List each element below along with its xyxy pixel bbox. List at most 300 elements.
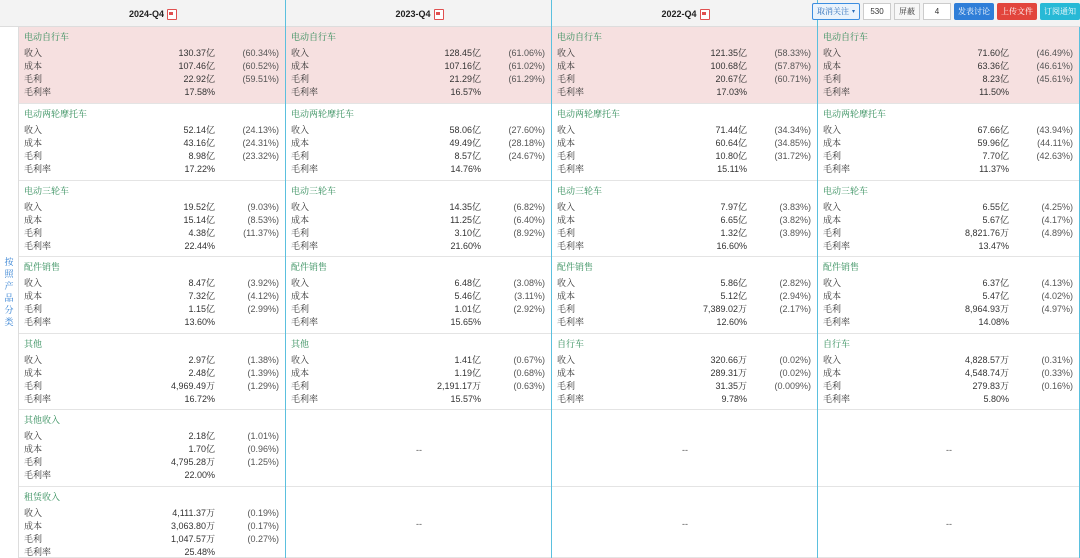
metric-row bbox=[291, 201, 547, 214]
metric-label: 毛利 bbox=[557, 74, 576, 84]
metric-row bbox=[557, 240, 813, 253]
metric-row bbox=[24, 163, 281, 176]
metric-label: 毛利率 bbox=[823, 87, 851, 97]
block-label[interactable]: 屏蔽 bbox=[894, 3, 920, 20]
metric-value: 5.47亿 bbox=[982, 291, 1009, 301]
metric-value: 14.76% bbox=[450, 164, 481, 174]
metric-share: (1.39%) bbox=[247, 368, 279, 378]
metric-value: 16.57% bbox=[450, 87, 481, 97]
metric-value: 8,964.93万 bbox=[964, 304, 1009, 314]
metric-value: 8.57亿 bbox=[454, 151, 481, 161]
metric-share: (0.009%) bbox=[774, 381, 811, 391]
segment-title[interactable]: 配件销售 bbox=[823, 262, 860, 272]
metric-share: (0.68%) bbox=[513, 368, 545, 378]
metric-label: 毛利 bbox=[291, 228, 310, 238]
metric-share: (4.25%) bbox=[1041, 202, 1073, 212]
metric-value: 5.80% bbox=[983, 394, 1009, 404]
metric-share: (0.02%) bbox=[779, 368, 811, 378]
pdf-icon[interactable] bbox=[167, 9, 175, 18]
metric-row bbox=[291, 277, 547, 290]
metric-value: 1.70亿 bbox=[188, 444, 215, 454]
metric-label: 收入 bbox=[24, 508, 43, 518]
metric-label: 收入 bbox=[24, 278, 43, 288]
metric-label: 成本 bbox=[823, 61, 842, 71]
metric-label: 毛利 bbox=[24, 228, 43, 238]
metric-value: 10.80亿 bbox=[715, 151, 747, 161]
metric-label: 收入 bbox=[291, 202, 310, 212]
metric-label: 毛利 bbox=[823, 228, 842, 238]
metric-value: 14.08% bbox=[978, 317, 1009, 327]
metric-share: (9.03%) bbox=[247, 202, 279, 212]
segment-cell bbox=[286, 181, 551, 257]
metric-row bbox=[557, 277, 813, 290]
metric-value: 1.01亿 bbox=[454, 304, 481, 314]
metric-row bbox=[823, 240, 1075, 253]
segment-title[interactable]: 电动三轮车 bbox=[291, 186, 337, 196]
metric-label: 毛利 bbox=[823, 74, 842, 84]
segment-title[interactable]: 配件销售 bbox=[24, 262, 61, 272]
metric-row bbox=[24, 150, 281, 163]
metric-row bbox=[291, 163, 547, 176]
empty-placeholder: -- bbox=[416, 519, 422, 529]
metric-row bbox=[291, 316, 547, 329]
metric-value: 4,548.74万 bbox=[964, 368, 1009, 378]
metric-row bbox=[823, 60, 1075, 73]
segment-title[interactable]: 自行车 bbox=[557, 339, 585, 349]
metric-value: 11.25亿 bbox=[450, 215, 481, 225]
metric-value: 13.60% bbox=[184, 317, 215, 327]
metric-row bbox=[24, 277, 281, 290]
period-label: 2024-Q4 bbox=[128, 8, 165, 19]
metric-label: 毛利 bbox=[823, 151, 842, 161]
metric-row bbox=[24, 393, 281, 406]
segment-cell bbox=[19, 104, 285, 181]
metric-row bbox=[823, 124, 1075, 137]
metric-share: (60.71%) bbox=[774, 74, 811, 84]
metric-value: 8,821.76万 bbox=[964, 228, 1009, 238]
metric-value: 16.72% bbox=[184, 394, 215, 404]
metric-value: 2.97亿 bbox=[188, 355, 215, 365]
metric-label: 毛利 bbox=[24, 457, 43, 467]
metric-share: (11.37%) bbox=[243, 228, 279, 238]
segment-title[interactable]: 自行车 bbox=[823, 339, 851, 349]
metric-share: (24.67%) bbox=[508, 151, 545, 161]
metric-value: 21.29亿 bbox=[449, 74, 481, 84]
metric-value: 3,063.80万 bbox=[170, 521, 215, 531]
segment-title[interactable]: 其他 bbox=[291, 339, 310, 349]
empty-cell bbox=[818, 487, 1079, 558]
metric-label: 收入 bbox=[291, 278, 310, 288]
metric-share: (45.61%) bbox=[1036, 74, 1073, 84]
metric-row bbox=[291, 137, 547, 150]
metric-share: (0.33%) bbox=[1041, 368, 1073, 378]
metric-label: 毛利 bbox=[24, 534, 43, 544]
metric-share: (2.99%) bbox=[247, 304, 279, 314]
metric-label: 毛利 bbox=[557, 381, 576, 391]
period-header-2023-q4 bbox=[286, 0, 552, 27]
metric-value: 2,191.17万 bbox=[436, 381, 481, 391]
cancel-follow-dropdown[interactable] bbox=[812, 3, 860, 20]
metric-row bbox=[24, 303, 281, 316]
segment-title[interactable]: 电动三轮车 bbox=[557, 186, 603, 196]
metric-value: 5.12亿 bbox=[720, 291, 747, 301]
metric-label: 毛利率 bbox=[823, 394, 851, 404]
metric-row bbox=[557, 290, 813, 303]
metric-row bbox=[291, 73, 547, 86]
metric-value: 21.60% bbox=[450, 241, 481, 251]
metric-value: 16.60% bbox=[716, 241, 747, 251]
metric-row bbox=[291, 367, 547, 380]
segment-title[interactable]: 租赁收入 bbox=[24, 492, 61, 502]
metric-share: (43.94%) bbox=[1036, 125, 1073, 135]
pdf-icon[interactable] bbox=[700, 9, 708, 18]
segment-title[interactable]: 电动三轮车 bbox=[24, 186, 70, 196]
metric-share: (57.87%) bbox=[774, 61, 811, 71]
metric-share: (0.17%) bbox=[247, 521, 279, 531]
metric-row bbox=[557, 227, 813, 240]
metric-share: (0.96%) bbox=[247, 444, 279, 454]
metric-value: 279.83万 bbox=[972, 381, 1009, 391]
metric-row bbox=[291, 60, 547, 73]
metric-share: (58.33%) bbox=[774, 48, 811, 58]
metric-label: 毛利率 bbox=[291, 164, 319, 174]
metric-label: 收入 bbox=[24, 355, 43, 365]
metric-row bbox=[24, 47, 281, 60]
metric-label: 成本 bbox=[557, 215, 576, 225]
metric-share: (2.92%) bbox=[513, 304, 545, 314]
metric-row bbox=[24, 430, 281, 443]
metric-label: 成本 bbox=[291, 61, 310, 71]
metric-label: 成本 bbox=[823, 291, 842, 301]
metric-row bbox=[291, 150, 547, 163]
segment-cell bbox=[19, 257, 285, 334]
metric-row bbox=[823, 380, 1075, 393]
metric-row bbox=[24, 86, 281, 99]
segment-cell bbox=[19, 487, 285, 558]
metric-value: 107.16亿 bbox=[444, 61, 481, 71]
metric-row bbox=[291, 380, 547, 393]
segment-cell bbox=[818, 27, 1079, 104]
segment-cell bbox=[552, 27, 817, 104]
metric-value: 6.65亿 bbox=[720, 215, 747, 225]
metric-value: 22.92亿 bbox=[183, 74, 215, 84]
metric-share: (2.82%) bbox=[779, 278, 811, 288]
metric-row bbox=[291, 354, 547, 367]
cancel-follow-label: 取消关注 bbox=[816, 7, 849, 16]
metric-label: 收入 bbox=[823, 125, 842, 135]
metric-share: (2.17%) bbox=[779, 304, 811, 314]
metric-label: 成本 bbox=[24, 61, 43, 71]
metric-share: (3.83%) bbox=[779, 202, 811, 212]
metric-share: (28.18%) bbox=[508, 138, 545, 148]
segment-title[interactable]: 电动两轮摩托车 bbox=[823, 109, 887, 119]
metric-row bbox=[557, 163, 813, 176]
metric-value: 6.55亿 bbox=[982, 202, 1009, 212]
metric-row bbox=[823, 303, 1075, 316]
metric-row bbox=[24, 214, 281, 227]
side-category-text: 按照产品分类 bbox=[3, 256, 14, 329]
metric-label: 成本 bbox=[24, 291, 43, 301]
metric-label: 成本 bbox=[291, 368, 310, 378]
metric-value: 5.46亿 bbox=[454, 291, 481, 301]
metric-value: 320.66万 bbox=[710, 355, 747, 365]
metric-row bbox=[24, 290, 281, 303]
metric-share: (6.82%) bbox=[513, 202, 545, 212]
metric-value: 9.78% bbox=[721, 394, 747, 404]
subscribe-notification-button[interactable]: 订阅通知 bbox=[1040, 3, 1080, 20]
metric-label: 收入 bbox=[24, 431, 43, 441]
metric-label: 成本 bbox=[24, 368, 43, 378]
caret-down-icon: ▾ bbox=[851, 9, 855, 15]
metric-value: 12.60% bbox=[716, 317, 747, 327]
metric-row bbox=[557, 214, 813, 227]
period-header-row bbox=[0, 0, 1080, 27]
period-header-2022-q4 bbox=[552, 0, 818, 27]
metric-row bbox=[823, 163, 1075, 176]
metric-value: 5.67亿 bbox=[982, 215, 1009, 225]
metric-share: (59.51%) bbox=[242, 74, 279, 84]
metric-label: 毛利率 bbox=[291, 241, 319, 251]
segment-title[interactable]: 电动两轮摩托车 bbox=[557, 109, 621, 119]
metric-label: 毛利率 bbox=[557, 241, 585, 251]
metric-row bbox=[557, 316, 813, 329]
metric-row bbox=[24, 73, 281, 86]
period-label: 2022-Q4 bbox=[661, 8, 697, 19]
segment-title[interactable]: 电动自行车 bbox=[823, 32, 869, 42]
metric-row bbox=[24, 316, 281, 329]
segment-cell bbox=[19, 410, 285, 487]
metric-share: (6.40%) bbox=[513, 215, 545, 225]
metric-value: 1,047.57万 bbox=[170, 534, 215, 544]
metric-value: 15.57% bbox=[450, 394, 481, 404]
metric-label: 毛利率 bbox=[291, 394, 319, 404]
empty-placeholder: -- bbox=[682, 519, 688, 529]
empty-cell bbox=[286, 410, 551, 487]
metric-value: 43.16亿 bbox=[183, 138, 215, 148]
metric-row bbox=[24, 354, 281, 367]
metric-share: (42.63%) bbox=[1036, 151, 1073, 161]
metric-row bbox=[823, 201, 1075, 214]
metric-value: 11.37% bbox=[979, 164, 1009, 174]
metric-share: (46.61%) bbox=[1036, 61, 1073, 71]
segment-title[interactable]: 其他收入 bbox=[24, 415, 61, 425]
metric-label: 毛利 bbox=[291, 151, 310, 161]
metric-row bbox=[557, 150, 813, 163]
metric-row bbox=[557, 393, 813, 406]
metric-label: 毛利率 bbox=[557, 317, 585, 327]
metric-value: 58.06亿 bbox=[449, 125, 481, 135]
metric-value: 67.66亿 bbox=[977, 125, 1009, 135]
metric-value: 128.45亿 bbox=[444, 48, 481, 58]
metric-row bbox=[291, 86, 547, 99]
metric-label: 收入 bbox=[557, 48, 576, 58]
metric-value: 17.03% bbox=[716, 87, 747, 97]
metric-value: 3.10亿 bbox=[454, 228, 481, 238]
metric-value: 71.60亿 bbox=[977, 48, 1009, 58]
metric-share: (24.31%) bbox=[242, 138, 279, 148]
metric-row bbox=[24, 227, 281, 240]
segment-cell bbox=[818, 181, 1079, 257]
metric-label: 收入 bbox=[291, 48, 310, 58]
metric-row bbox=[24, 380, 281, 393]
metric-label: 毛利率 bbox=[24, 394, 52, 404]
segment-title[interactable]: 电动两轮摩托车 bbox=[24, 109, 88, 119]
metric-label: 收入 bbox=[557, 202, 576, 212]
metric-label: 成本 bbox=[24, 138, 43, 148]
metric-value: 20.67亿 bbox=[715, 74, 747, 84]
metric-row bbox=[24, 240, 281, 253]
metric-row bbox=[557, 47, 813, 60]
metric-label: 毛利 bbox=[24, 381, 43, 391]
metric-row bbox=[557, 303, 813, 316]
metric-row bbox=[24, 507, 281, 520]
segment-cell bbox=[552, 257, 817, 334]
metric-row bbox=[291, 290, 547, 303]
segment-cell bbox=[552, 334, 817, 410]
metric-value: 14.35亿 bbox=[449, 202, 481, 212]
metric-value: 60.64亿 bbox=[715, 138, 747, 148]
metric-label: 成本 bbox=[557, 61, 576, 71]
empty-cell bbox=[818, 410, 1079, 487]
metric-row bbox=[291, 214, 547, 227]
metric-value: 17.22% bbox=[184, 164, 215, 174]
metric-value: 49.49亿 bbox=[449, 138, 481, 148]
metric-label: 毛利 bbox=[291, 74, 310, 84]
segment-title[interactable]: 电动自行车 bbox=[291, 32, 337, 42]
metric-row bbox=[557, 137, 813, 150]
segment-title[interactable]: 电动自行车 bbox=[557, 32, 603, 42]
metric-value: 8.47亿 bbox=[188, 278, 215, 288]
metric-label: 毛利率 bbox=[823, 241, 851, 251]
metric-row bbox=[24, 469, 281, 482]
metric-label: 毛利 bbox=[24, 74, 43, 84]
metric-value: 7.70亿 bbox=[982, 151, 1009, 161]
metric-label: 毛利 bbox=[24, 151, 43, 161]
metric-value: 8.23亿 bbox=[982, 74, 1009, 84]
metric-share: (23.32%) bbox=[242, 151, 279, 161]
metric-value: 289.31万 bbox=[710, 368, 747, 378]
action-toolbar bbox=[812, 2, 1080, 21]
metric-share: (4.89%) bbox=[1041, 228, 1073, 238]
metric-label: 成本 bbox=[291, 215, 310, 225]
metric-label: 收入 bbox=[823, 48, 842, 58]
upload-file-button[interactable]: 上传文件 bbox=[997, 3, 1037, 20]
metric-value: 22.44% bbox=[184, 241, 215, 251]
segment-cell bbox=[286, 27, 551, 104]
block-count: 4 bbox=[923, 3, 951, 20]
metric-label: 成本 bbox=[823, 368, 842, 378]
metric-label: 收入 bbox=[24, 202, 43, 212]
empty-cell bbox=[552, 487, 817, 558]
metric-value: 130.37亿 bbox=[178, 48, 215, 58]
metric-label: 成本 bbox=[557, 291, 576, 301]
metric-value: 2.18亿 bbox=[188, 431, 215, 441]
period-column-2024-q4 bbox=[19, 27, 286, 558]
metric-share: (31.72%) bbox=[774, 151, 811, 161]
segment-title[interactable]: 配件销售 bbox=[557, 262, 594, 272]
metric-label: 收入 bbox=[557, 125, 576, 135]
segment-title[interactable]: 电动三轮车 bbox=[823, 186, 869, 196]
segment-cell bbox=[286, 104, 551, 181]
metric-label: 毛利 bbox=[823, 381, 842, 391]
metric-share: (0.02%) bbox=[779, 355, 811, 365]
metric-label: 毛利率 bbox=[557, 394, 585, 404]
metric-value: 17.58% bbox=[184, 87, 215, 97]
metric-share: (4.02%) bbox=[1041, 291, 1073, 301]
metric-row bbox=[24, 456, 281, 469]
empty-placeholder: -- bbox=[946, 519, 952, 529]
metric-label: 毛利率 bbox=[291, 317, 319, 327]
metric-row bbox=[823, 290, 1075, 303]
metric-value: 4,795.28万 bbox=[170, 457, 215, 467]
metric-share: (3.11%) bbox=[514, 291, 545, 301]
metric-row bbox=[557, 73, 813, 86]
metric-row bbox=[291, 124, 547, 137]
metric-label: 收入 bbox=[823, 278, 842, 288]
metric-row bbox=[557, 86, 813, 99]
metric-value: 59.96亿 bbox=[977, 138, 1009, 148]
metric-label: 毛利率 bbox=[24, 547, 52, 557]
segment-cell bbox=[818, 334, 1079, 410]
metric-label: 毛利 bbox=[291, 304, 310, 314]
metric-value: 121.35亿 bbox=[710, 48, 747, 58]
metric-row bbox=[557, 60, 813, 73]
segment-title[interactable]: 电动自行车 bbox=[24, 32, 70, 42]
metric-label: 毛利率 bbox=[24, 317, 52, 327]
metric-share: (3.82%) bbox=[779, 215, 811, 225]
segment-title[interactable]: 配件销售 bbox=[291, 262, 328, 272]
segment-cell bbox=[286, 257, 551, 334]
post-discussion-button[interactable]: 发表讨论 bbox=[954, 3, 994, 20]
metric-label: 毛利 bbox=[291, 381, 310, 391]
metric-label: 收入 bbox=[823, 202, 842, 212]
metric-value: 63.36亿 bbox=[977, 61, 1009, 71]
metric-share: (8.92%) bbox=[513, 228, 545, 238]
metric-value: 7,389.02万 bbox=[702, 304, 747, 314]
metric-value: 4.38亿 bbox=[188, 228, 215, 238]
metric-label: 成本 bbox=[24, 521, 43, 531]
metric-value: 100.68亿 bbox=[710, 61, 747, 71]
metric-value: 7.97亿 bbox=[720, 202, 747, 212]
segment-title[interactable]: 其他 bbox=[24, 339, 43, 349]
metric-label: 毛利 bbox=[823, 304, 842, 314]
metric-share: (0.63%) bbox=[513, 381, 545, 391]
metric-share: (0.27%) bbox=[247, 534, 279, 544]
metric-share: (8.53%) bbox=[247, 215, 279, 225]
metric-share: (61.02%) bbox=[508, 61, 545, 71]
period-column-2021-q4 bbox=[818, 27, 1080, 558]
metric-value: 71.44亿 bbox=[715, 125, 747, 135]
pdf-icon[interactable] bbox=[434, 9, 442, 18]
metric-share: (4.12%) bbox=[247, 291, 279, 301]
segment-title[interactable]: 电动两轮摩托车 bbox=[291, 109, 355, 119]
metric-row bbox=[24, 201, 281, 214]
metric-share: (60.52%) bbox=[242, 61, 279, 71]
metric-share: (34.85%) bbox=[774, 138, 811, 148]
metric-value: 1.32亿 bbox=[720, 228, 747, 238]
empty-placeholder: -- bbox=[682, 445, 688, 455]
metric-share: (3.92%) bbox=[247, 278, 279, 288]
metric-label: 成本 bbox=[24, 215, 43, 225]
metric-row bbox=[24, 546, 281, 558]
period-column-2023-q4 bbox=[286, 27, 552, 558]
metric-label: 毛利 bbox=[24, 304, 43, 314]
metric-label: 毛利率 bbox=[24, 87, 52, 97]
metric-label: 毛利率 bbox=[823, 164, 851, 174]
metric-label: 成本 bbox=[823, 215, 842, 225]
metric-label: 收入 bbox=[557, 355, 576, 365]
product-category-side-label[interactable] bbox=[0, 27, 19, 558]
